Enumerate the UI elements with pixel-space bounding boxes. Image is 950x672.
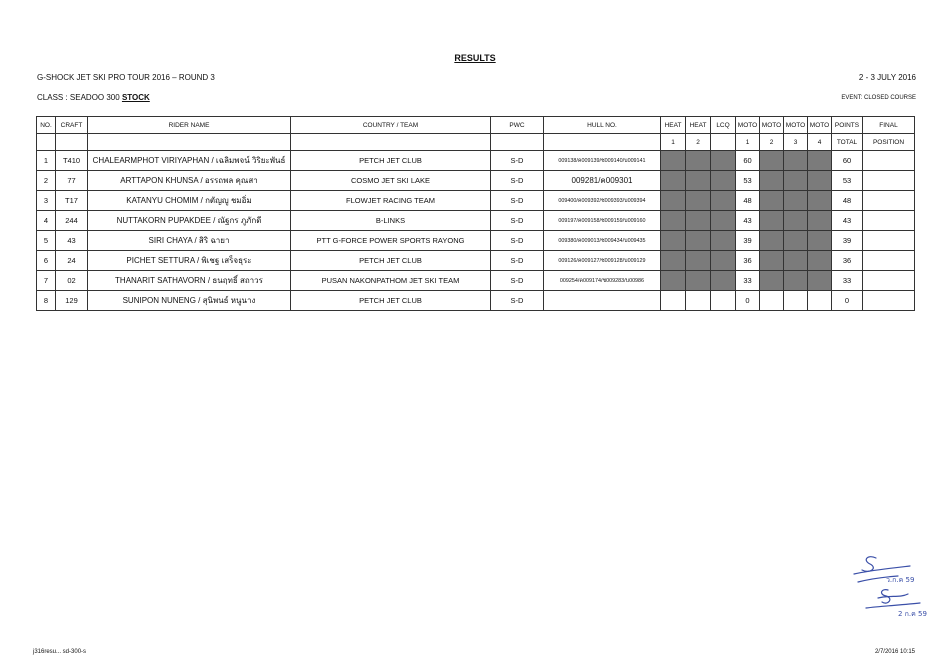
cell-final	[863, 191, 915, 211]
cell-hull: 009126/ค009127/ช009128/บ009129	[544, 251, 661, 271]
cell-pwc: S-D	[491, 251, 544, 271]
cell-team: COSMO JET SKI LAKE	[291, 171, 491, 191]
cell-craft: 24	[56, 251, 88, 271]
cell-heat-2	[686, 191, 711, 211]
cell-rider: THANARIT SATHAVORN / ธนฤทธิ์ สถาวร	[88, 271, 291, 291]
header-moto-4-num: 4	[808, 134, 832, 151]
header-moto-1: MOTO	[736, 117, 760, 134]
header-moto-2: MOTO	[760, 117, 784, 134]
header-craft: CRAFT	[56, 117, 88, 134]
cell-heat-2	[686, 231, 711, 251]
cell-moto-2	[760, 291, 784, 311]
cell-moto-4	[808, 251, 832, 271]
cell-moto-4	[808, 171, 832, 191]
cell-lcq	[711, 231, 736, 251]
header-total: TOTAL	[832, 134, 863, 151]
cell-moto-1: 43	[736, 211, 760, 231]
cell-rider: KATANYU CHOMIM / กตัญญู ชมอิ่ม	[88, 191, 291, 211]
cell-pwc: S-D	[491, 171, 544, 191]
event-date: 2 - 3 JULY 2016	[858, 73, 916, 82]
cell-total: 0	[832, 291, 863, 311]
cell-craft: 77	[56, 171, 88, 191]
header-heat-2: HEAT	[686, 117, 711, 134]
header-hull: HULL NO.	[544, 117, 661, 134]
cell-pwc: S-D	[491, 211, 544, 231]
cell-moto-2	[760, 171, 784, 191]
cell-pwc: S-D	[491, 151, 544, 171]
cell-no: 5	[37, 231, 56, 251]
cell-heat-1	[661, 211, 686, 231]
cell-no: 3	[37, 191, 56, 211]
header-no: NO.	[37, 117, 56, 134]
cell-hull: 009400/ค009392/ช009393/บ009394	[544, 191, 661, 211]
table-row	[37, 171, 915, 191]
cell-no: 7	[37, 271, 56, 291]
table-row	[37, 271, 915, 291]
cell-moto-4	[808, 211, 832, 231]
class-emphasis: STOCK	[121, 93, 150, 102]
cell-final	[863, 171, 915, 191]
cell-no: 2	[37, 171, 56, 191]
cell-moto-3	[784, 191, 808, 211]
header-moto-3-num: 3	[784, 134, 808, 151]
cell-moto-1: 39	[736, 231, 760, 251]
cell-no: 4	[37, 211, 56, 231]
header-final: FINAL	[863, 117, 915, 134]
table-row	[37, 251, 915, 271]
cell-team: FLOWJET RACING TEAM	[291, 191, 491, 211]
table-row	[37, 231, 915, 251]
header-moto-2-num: 2	[760, 134, 784, 151]
handwritten-signature	[848, 548, 938, 626]
event-type: EVENT: CLOSED COURSE	[841, 95, 916, 101]
cell-craft: 244	[56, 211, 88, 231]
cell-moto-4	[808, 191, 832, 211]
cell-heat-2	[686, 251, 711, 271]
cell-team: PETCH JET CLUB	[291, 291, 491, 311]
signature-note-1: ว.ก.ค 59	[886, 576, 915, 584]
cell-heat-1	[661, 191, 686, 211]
cell-team: PETCH JET CLUB	[291, 151, 491, 171]
cell-pwc: S-D	[491, 191, 544, 211]
cell-rider: SIRI CHAYA / สิริ ฉายา	[88, 231, 291, 251]
cell-heat-2	[686, 211, 711, 231]
cell-total: 36	[832, 251, 863, 271]
cell-total: 39	[832, 231, 863, 251]
header-moto-3: MOTO	[784, 117, 808, 134]
cell-no: 8	[37, 291, 56, 311]
cell-moto-3	[784, 171, 808, 191]
cell-heat-1	[661, 171, 686, 191]
cell-lcq	[711, 251, 736, 271]
cell-final	[863, 211, 915, 231]
header-heat-1-num: 1	[661, 134, 686, 151]
table-row	[37, 211, 915, 231]
header-pwc: PWC	[491, 117, 544, 134]
cell-moto-2	[760, 271, 784, 291]
cell-heat-2	[686, 291, 711, 311]
header-heat-2-num: 2	[686, 134, 711, 151]
cell-moto-2	[760, 151, 784, 171]
cell-moto-1: 60	[736, 151, 760, 171]
cell-hull: 009281/ค009301	[544, 171, 661, 191]
cell-moto-4	[808, 291, 832, 311]
header-points: POINTS	[832, 117, 863, 134]
event-name: G-SHOCK JET SKI PRO TOUR 2016 – ROUND 3	[37, 73, 215, 82]
cell-team: PUSAN NAKONPATHOM JET SKI TEAM	[291, 271, 491, 291]
header-country-team: COUNTRY / TEAM	[291, 117, 491, 134]
footer-filename: j316resu... sd-300-s	[33, 649, 87, 655]
cell-hull: 009380/ค009013/ช009434/บ009435	[544, 231, 661, 251]
cell-heat-1	[661, 271, 686, 291]
cell-lcq	[711, 271, 736, 291]
header-rider: RIDER NAME	[88, 117, 291, 134]
cell-final	[863, 251, 915, 271]
results-table	[36, 116, 915, 311]
cell-moto-1: 48	[736, 191, 760, 211]
cell-rider: SUNIPON NUNENG / สุนิพนธ์ หนูนาง	[88, 291, 291, 311]
cell-moto-3	[784, 211, 808, 231]
header-moto-4: MOTO	[808, 117, 832, 134]
cell-heat-1	[661, 231, 686, 251]
table-row	[37, 191, 915, 211]
cell-moto-2	[760, 251, 784, 271]
header-heat-1: HEAT	[661, 117, 686, 134]
cell-moto-1: 53	[736, 171, 760, 191]
cell-heat-2	[686, 171, 711, 191]
class-line	[37, 93, 150, 102]
cell-lcq	[711, 211, 736, 231]
cell-total: 33	[832, 271, 863, 291]
cell-total: 43	[832, 211, 863, 231]
cell-rider: NUTTAKORN PUPAKDEE / ณัฐกร ภูภักดี	[88, 211, 291, 231]
table-row	[37, 291, 915, 311]
cell-heat-1	[661, 291, 686, 311]
cell-moto-4	[808, 271, 832, 291]
cell-team: PETCH JET CLUB	[291, 251, 491, 271]
cell-pwc: S-D	[491, 291, 544, 311]
cell-moto-3	[784, 151, 808, 171]
cell-total: 53	[832, 171, 863, 191]
cell-hull: 009138/ค009139/ช009140/บ009141	[544, 151, 661, 171]
cell-moto-1: 33	[736, 271, 760, 291]
cell-lcq	[711, 151, 736, 171]
cell-total: 60	[832, 151, 863, 171]
header-position: POSITION	[863, 134, 915, 151]
cell-craft: 129	[56, 291, 88, 311]
cell-hull: 009254/ค009174/ช009283/บ00986	[544, 271, 661, 291]
cell-lcq	[711, 171, 736, 191]
signature-note-2: 2 ก.ค 59	[898, 610, 927, 618]
cell-pwc: S-D	[491, 231, 544, 251]
results-title: RESULTS	[454, 53, 496, 63]
cell-final	[863, 271, 915, 291]
cell-final	[863, 151, 915, 171]
cell-no: 6	[37, 251, 56, 271]
cell-heat-1	[661, 251, 686, 271]
cell-moto-3	[784, 231, 808, 251]
cell-total: 48	[832, 191, 863, 211]
cell-moto-3	[784, 271, 808, 291]
cell-no: 1	[37, 151, 56, 171]
cell-pwc: S-D	[491, 271, 544, 291]
cell-team: PTT G-FORCE POWER SPORTS RAYONG	[291, 231, 491, 251]
cell-team: B-LINKS	[291, 211, 491, 231]
cell-rider: ARTTAPON KHUNSA / อรรถพล คุณสา	[88, 171, 291, 191]
cell-moto-2	[760, 211, 784, 231]
footer-timestamp: 2/7/2016 10:15	[874, 649, 915, 655]
cell-rider: PICHET SETTURA / พิเชฐ เสร็จธุระ	[88, 251, 291, 271]
cell-heat-1	[661, 151, 686, 171]
cell-moto-1: 36	[736, 251, 760, 271]
cell-heat-2	[686, 151, 711, 171]
class-prefix: CLASS : SEADOO 300	[37, 93, 122, 102]
cell-moto-2	[760, 231, 784, 251]
cell-hull: 009197/ค009158/ช009159/บ009160	[544, 211, 661, 231]
cell-hull	[544, 291, 661, 311]
cell-craft: 02	[56, 271, 88, 291]
cell-craft: 43	[56, 231, 88, 251]
cell-rider: CHALEARMPHOT VIRIYAPHAN / เฉลิมพจน์ วิริยะพันธ์	[88, 151, 291, 171]
table-row	[37, 151, 915, 171]
header-lcq: LCQ	[711, 117, 736, 134]
cell-final	[863, 231, 915, 251]
cell-craft: T410	[56, 151, 88, 171]
cell-moto-4	[808, 151, 832, 171]
cell-heat-2	[686, 271, 711, 291]
cell-final	[863, 291, 915, 311]
cell-moto-3	[784, 251, 808, 271]
cell-moto-3	[784, 291, 808, 311]
cell-lcq	[711, 191, 736, 211]
header-moto-1-num: 1	[736, 134, 760, 151]
cell-moto-4	[808, 231, 832, 251]
cell-lcq	[711, 291, 736, 311]
cell-moto-1: 0	[736, 291, 760, 311]
cell-craft: T17	[56, 191, 88, 211]
cell-moto-2	[760, 191, 784, 211]
